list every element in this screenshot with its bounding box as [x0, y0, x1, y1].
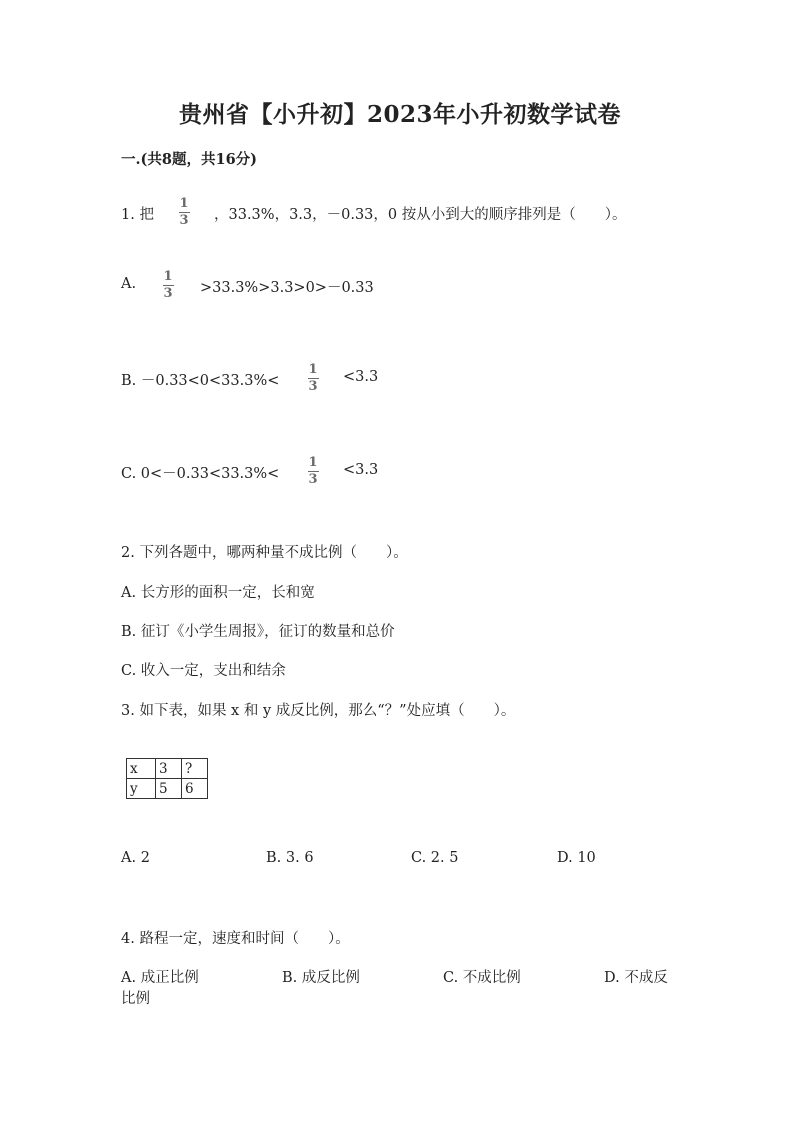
- q1-option-c-text: C. 0<－0.33<33.3%<: [121, 466, 280, 482]
- q1-prefix: 1. 把: [121, 207, 154, 223]
- q1-option-c-tail: <3.3: [343, 462, 379, 478]
- table-row: [127, 779, 208, 799]
- q1-option-a-fraction: [160, 270, 176, 301]
- q1-fraction: [176, 197, 192, 228]
- q1-option-a-text: >33.3%>3.3>0>－0.33: [200, 280, 374, 296]
- fraction-denominator: 3: [163, 286, 173, 301]
- q3-table: [126, 758, 208, 799]
- q4-option-c: C. 不成比例: [443, 970, 521, 986]
- q3-option-a: A. 2: [121, 850, 150, 866]
- q1-stem-suffix: ，33.3%，3.3，－0.33，0 按从小到大的顺序排列是（ ）。: [214, 207, 627, 223]
- q1-option-b-text: B. －0.33<0<33.3%<: [121, 373, 280, 389]
- q4-option-d-wrap: 比例: [121, 991, 150, 1007]
- table-cell: y: [127, 779, 156, 799]
- q3-stem: 3. 如下表，如果 x 和 y 成反比例，那么“？”处应填（ ）。: [121, 703, 516, 719]
- fraction-numerator: 1: [308, 362, 318, 377]
- section-header: 一.(共8题，共16分): [121, 151, 258, 168]
- fraction-denominator: 3: [308, 472, 318, 487]
- q4-option-a: A. 成正比例: [121, 970, 199, 986]
- q4-option-b: B. 成反比例: [282, 970, 360, 986]
- table-cell: 3: [156, 759, 182, 779]
- q2-option-c: C. 收入一定，支出和结余: [121, 663, 286, 679]
- q2-option-b: B. 征订《小学生周报》，征订的数量和总价: [121, 624, 395, 640]
- q1-option-b-fraction: [305, 363, 321, 394]
- page-title: 贵州省【小升初】2023年小升初数学试卷: [178, 101, 621, 128]
- q3-option-b: B. 3. 6: [266, 850, 314, 866]
- fraction-numerator: 1: [163, 269, 173, 284]
- q3-option-d: D. 10: [557, 850, 596, 866]
- table-row: [127, 759, 208, 779]
- table-cell: ?: [182, 759, 208, 779]
- fraction-numerator: 1: [179, 196, 189, 211]
- table-cell: 6: [182, 779, 208, 799]
- q1-option-c-fraction: [305, 456, 321, 487]
- q2-option-a: A. 长方形的面积一定，长和宽: [121, 585, 315, 601]
- fraction-numerator: 1: [308, 455, 318, 470]
- fraction-denominator: 3: [308, 379, 318, 394]
- q4-stem: 4. 路程一定，速度和时间（ ）。: [121, 931, 350, 947]
- fraction-denominator: 3: [179, 213, 189, 228]
- q4-option-d: D. 不成反: [604, 970, 668, 986]
- q3-option-c: C. 2. 5: [411, 850, 459, 866]
- q1-option-a-label: A.: [121, 276, 137, 292]
- q1-option-b-tail: <3.3: [343, 369, 379, 385]
- table-cell: x: [127, 759, 156, 779]
- table-cell: 5: [156, 779, 182, 799]
- q2-stem: 2. 下列各题中，哪两种量不成比例（ ）。: [121, 545, 408, 561]
